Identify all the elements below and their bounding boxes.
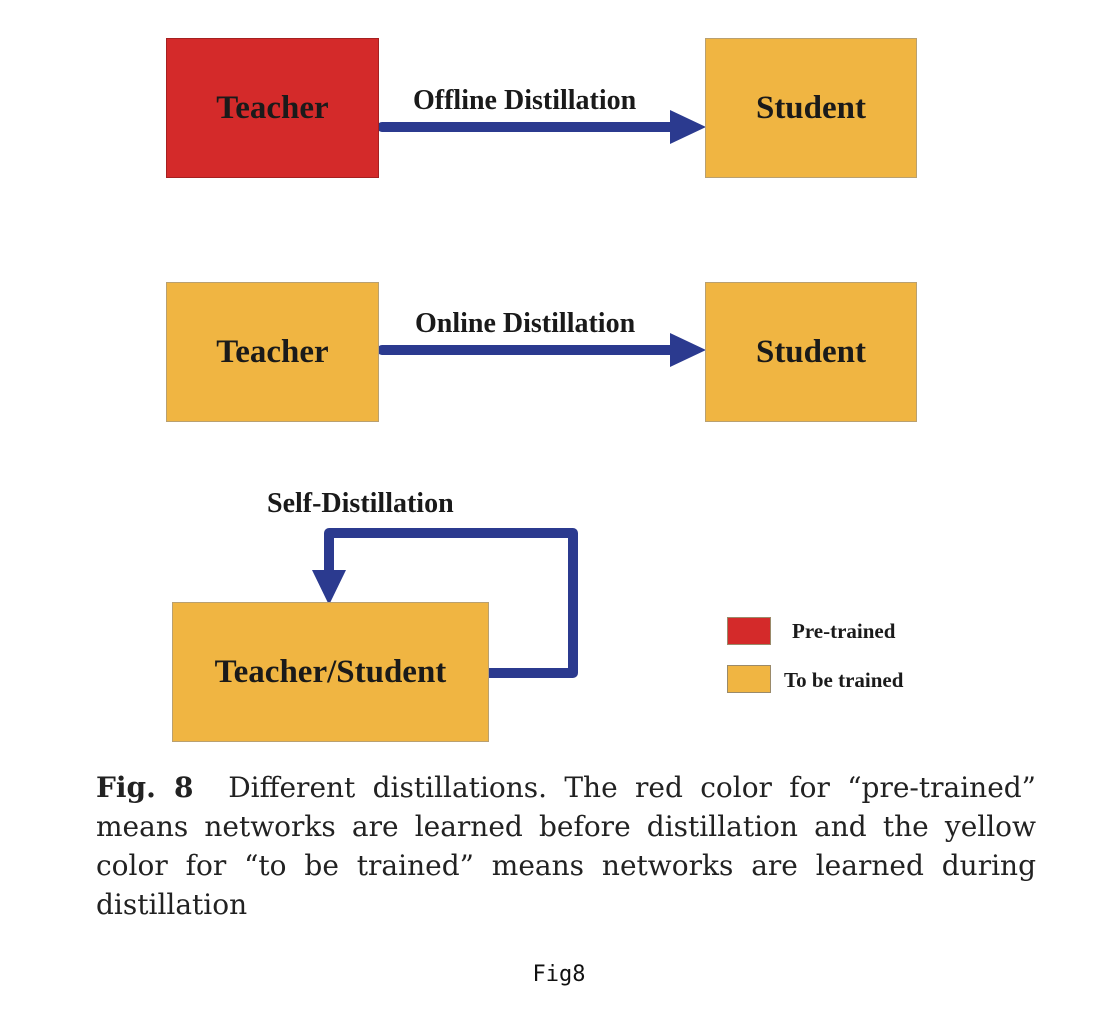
offline-teacher-box (166, 38, 379, 178)
online-distillation-label: Online Distillation (415, 308, 636, 339)
legend-swatch-to-be-trained (727, 665, 771, 693)
online-teacher-label: Teacher (216, 333, 329, 370)
figure-number: Fig. 8 (96, 771, 194, 804)
offline-student-label: Student (755, 89, 867, 126)
teacher-student-label: Teacher/Student (214, 653, 447, 690)
offline-student-box (705, 38, 917, 178)
legend-label-to-be-trained: To be trained (784, 668, 904, 692)
teacher-student-box (172, 602, 489, 742)
self-distillation-label: Self-Distillation (267, 488, 454, 519)
offline-distillation-label: Offline Distillation (413, 85, 637, 116)
online-teacher-box (166, 282, 379, 422)
caption-text: Different distillations. The red color for “pre-trained” means networks are learned before distillation and the yellow color for “to be trained” means networks are learned during distillation (96, 771, 1036, 921)
footer-label: Fig8 (532, 962, 586, 987)
online-student-box (705, 282, 917, 422)
online-student-label: Student (755, 333, 867, 370)
legend-label-pretrained: Pre-trained (792, 619, 896, 643)
legend-swatch-pretrained (727, 617, 771, 645)
figure-caption (96, 768, 1036, 924)
offline-teacher-label: Teacher (216, 89, 329, 126)
